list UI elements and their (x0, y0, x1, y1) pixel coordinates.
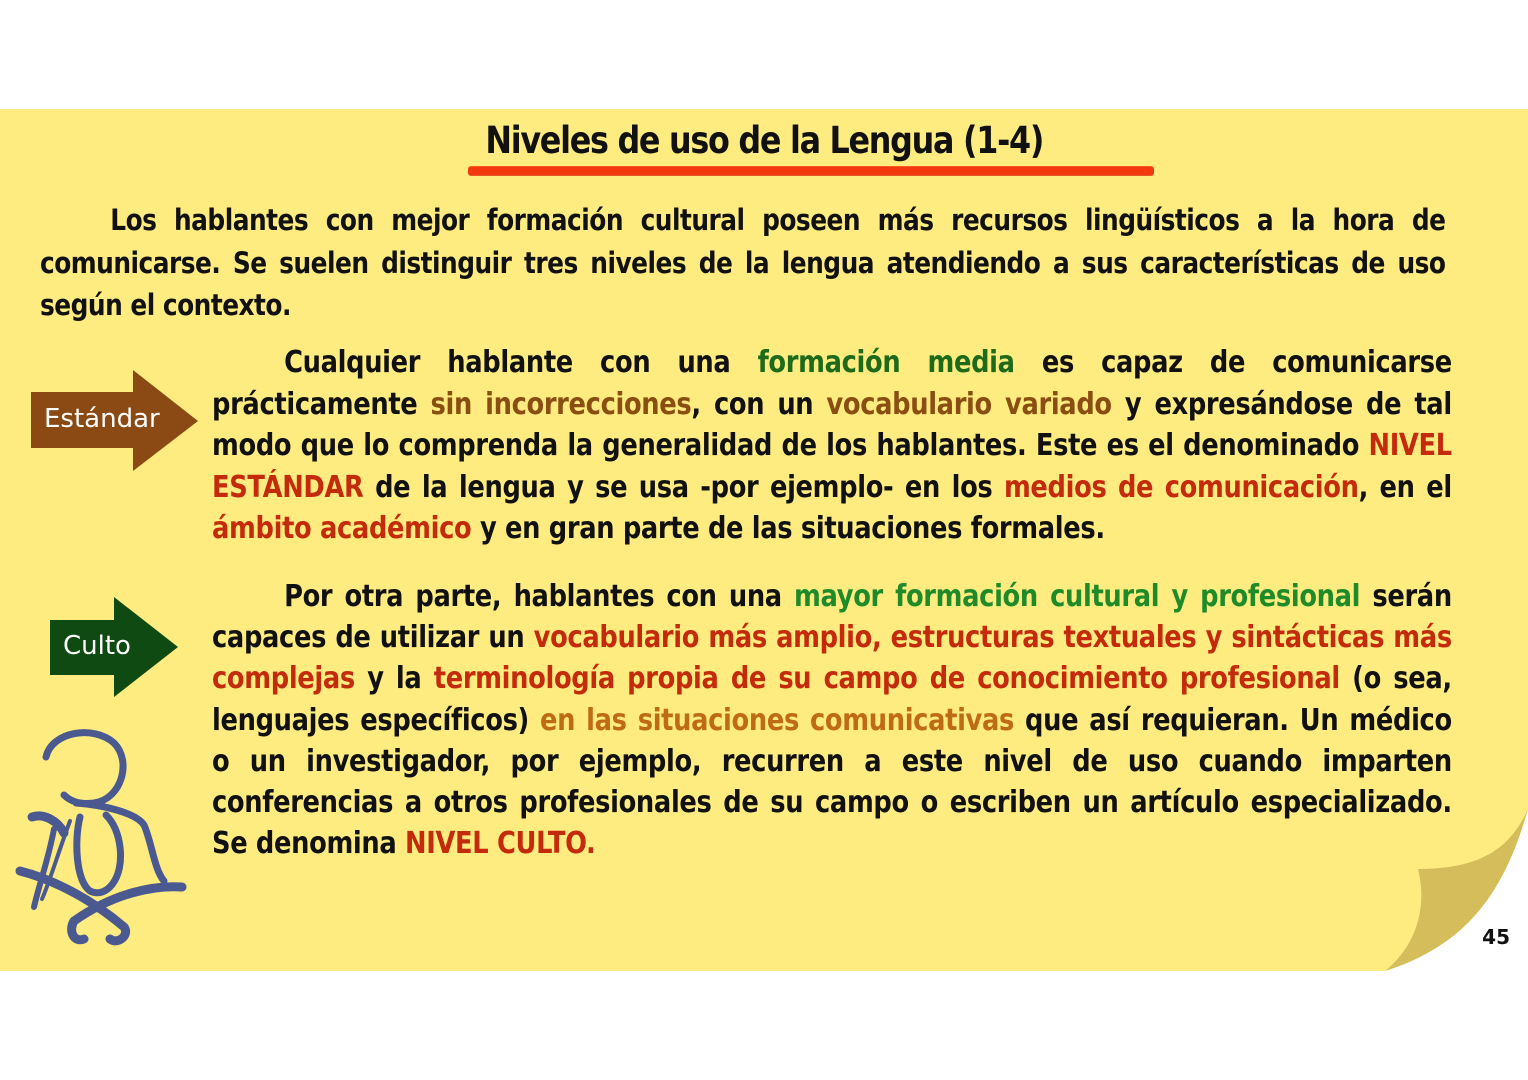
culto-paragraph (212, 576, 1452, 864)
text-span: de la lengua y se usa -por ejemplo- en los (363, 469, 1004, 505)
estandar-paragraph (212, 342, 1452, 550)
text-span: y en gran parte de las situaciones formales. (471, 511, 1105, 546)
text-span: Cualquier hablante con una (284, 345, 758, 380)
highlight-nivel-culto: NIVEL CULTO. (405, 826, 596, 862)
highlight-ambito-academico: ámbito académico (212, 511, 472, 546)
text-span: y la (354, 661, 434, 697)
highlight-situaciones-comunicativas: en las situaciones comunicativas (540, 702, 1015, 738)
text-span: es capaz de comunicarse prácticamente (212, 345, 1452, 422)
slide (0, 109, 1528, 971)
highlight-vocabulario-amplio: vocabulario más amplio, estructuras textuales y sintácticas más complejas (212, 620, 1452, 697)
text-span: que así requieran. Un médico o un investigador, por ejemplo, recurren a este nivel de uso cuando imparten conferencias a otros profesionales de su campo o escriben un artículo especializado. Se denomina (212, 702, 1452, 862)
highlight-vocabulario-variado: vocabulario variado (826, 386, 1112, 422)
highlight-formacion-media: formación media (757, 345, 1015, 380)
highlight-nivel-estandar: NIVEL ESTÁNDAR (212, 428, 1452, 505)
text-span: , con un (691, 386, 827, 422)
thinking-person-icon (14, 721, 190, 949)
page-number: 45 (1482, 925, 1510, 949)
culto-label: Culto (63, 631, 131, 661)
highlight-terminologia: terminología propia de su campo de conocimiento profesional (433, 661, 1340, 697)
title-underline (468, 167, 1154, 175)
title-container (0, 119, 1528, 162)
estandar-label: Estándar (44, 404, 160, 434)
text-span: , en el (1358, 469, 1452, 505)
text-span: (o sea, lenguajes específicos) (212, 661, 1452, 738)
page-title: Niveles de uso de la Lengua (1-4) (485, 119, 1043, 162)
intro-text: Los hablantes con mejor formación cultural poseen más recursos lingüísticos a la hora de comunicarse. Se suelen distinguir tres niveles de la lengua atendiendo a sus características de uso según el contexto. (40, 203, 1446, 322)
text-span: serán capaces de utilizar un (212, 579, 1452, 656)
highlight-sin-incorrecciones: sin incorrecciones (430, 386, 692, 422)
text-span: Por otra parte, hablantes con una (284, 579, 795, 614)
highlight-medios-comunicacion: medios de comunicación (1003, 469, 1359, 505)
highlight-mayor-formacion: mayor formación cultural y profesional (794, 579, 1361, 614)
text-span: y expresándose de tal modo que lo comprenda la generalidad de los hablantes. Este es el denominado (212, 386, 1452, 463)
intro-paragraph (40, 199, 1445, 327)
